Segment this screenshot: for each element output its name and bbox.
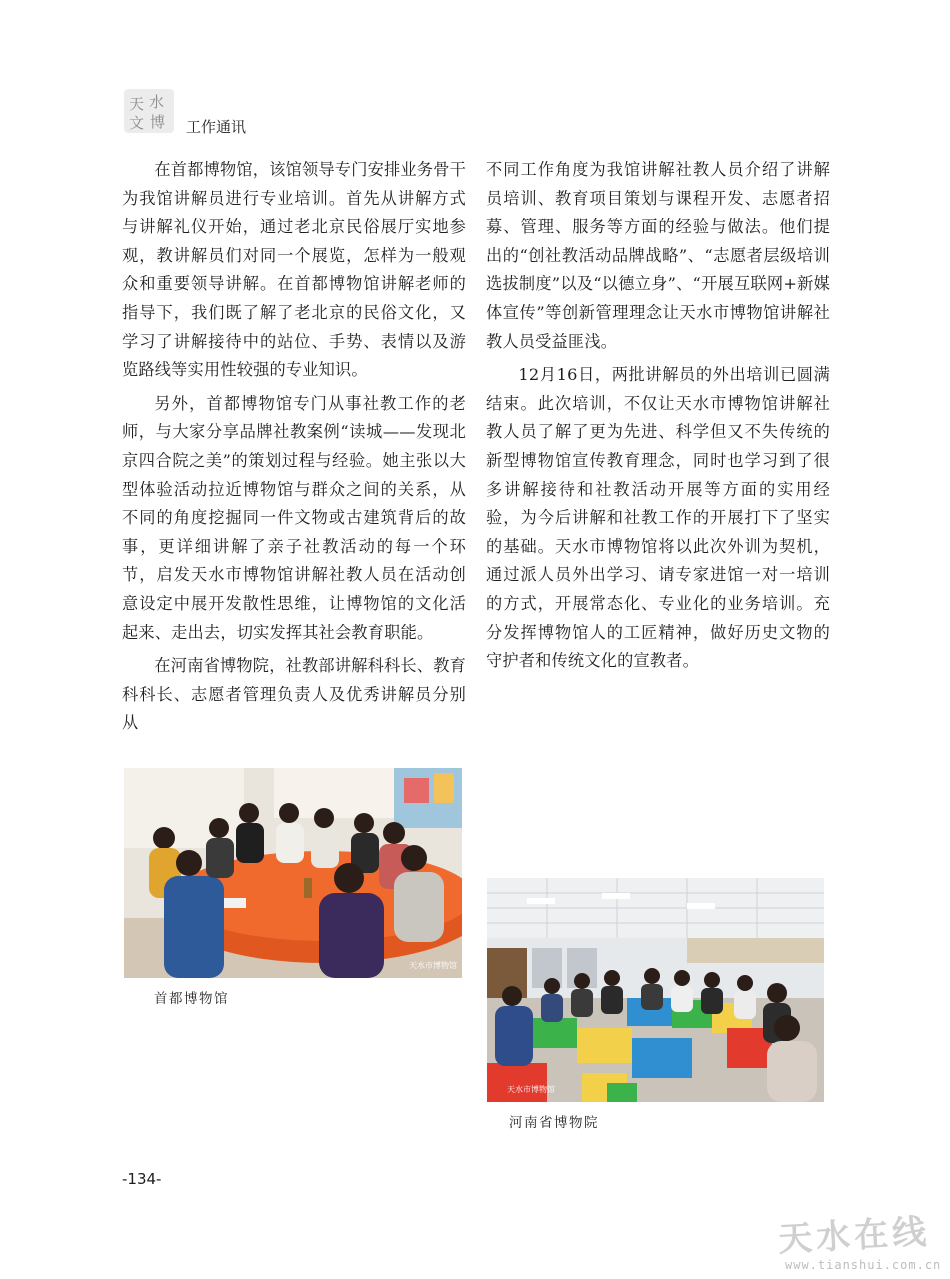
photo-henan-museum — [487, 878, 824, 1102]
svg-text:文: 文 — [129, 114, 145, 132]
paragraph: 在首都博物馆，该馆领导专门安排业务骨干为我馆讲解员进行专业培训。首先从讲解方式与讲解礼仪开始，通过老北京民俗展厅实地参观，教讲解员们对同一个展览，怎样为一般观众和重要领导讲解。在首都博物馆讲解老师的指导下，我们既了解了老北京的民俗文化，又学习了讲解接待中的站位、手势、表情以及游览路线等实用性较强的专业知识。 — [122, 160, 466, 380]
photo-watermark: 天水市博物馆 — [409, 961, 457, 970]
page-number: -134- — [122, 1170, 162, 1188]
photo-caption: 首都博物馆 — [154, 991, 229, 1007]
paragraph: 12月16日，两批讲解员的外出培训已圆满结束。此次培训，不仅让天水市博物馆讲解社教人员了解了更为先进、科学但又不失传统的新型博物馆宣传教育理念，同时也学习到了很多讲解接待和社教活动开展等方面的实用经验，为今后讲解和社教工作的开展打下了坚实的基础。天水市博物馆将以此次外训为契机，通过派人员外出学习、请专家进馆一对一培训的方式，开展常态化、专业化的业务培训。充分发挥博物馆人的工匠精神，做好历史文物的守护者和传统文化的宣教者。 — [486, 365, 830, 671]
svg-text:天: 天 — [129, 95, 145, 113]
svg-text:博: 博 — [150, 113, 166, 131]
photo-watermark: 天水市博物馆 — [507, 1085, 555, 1094]
site-watermark-url: www.tianshui.com.cn — [785, 1258, 942, 1272]
article-right-column — [486, 156, 830, 681]
photo-caption: 河南省博物院 — [509, 1115, 599, 1131]
paragraph: 另外，首都博物馆专门从事社教工作的老师，与大家分享品牌社教案例“读城——发现北京四合院之美”的策划过程与经验。她主张以大型体验活动拉近博物馆与群众之间的关系，从不同的角度挖掘同一件文物或古建筑背后的故事，更详细讲解了亲子社教活动的每一个环节，启发天水市博物馆讲解社教人员在活动创意设定中展开发散性思维，让博物馆的文化活起来、走出去，切实发挥其社会教育职能。 — [122, 393, 466, 642]
article-left-column — [122, 156, 466, 743]
svg-text:水: 水 — [149, 93, 165, 111]
journal-logo — [124, 89, 174, 133]
site-watermark-logo: 天水在线 — [777, 1212, 932, 1260]
paragraph: 在河南省博物院，社教部讲解科科长、教育科科长、志愿者管理负责人及优秀讲解员分别从 — [122, 656, 466, 733]
photo-capital-museum — [124, 768, 462, 978]
section-title: 工作通讯 — [186, 118, 247, 136]
paragraph: 不同工作角度为我馆讲解社教人员介绍了讲解员培训、教育项目策划与课程开发、志愿者招募、管理、服务等方面的经验与做法。他们提出的“创社教活动品牌战略”、“志愿者层级培训选拔制度”以及“以德立身”、“开展互联网+新媒体宣传”等创新管理理念让天水市博物馆讲解社教人员受益匪浅。 — [486, 160, 830, 351]
